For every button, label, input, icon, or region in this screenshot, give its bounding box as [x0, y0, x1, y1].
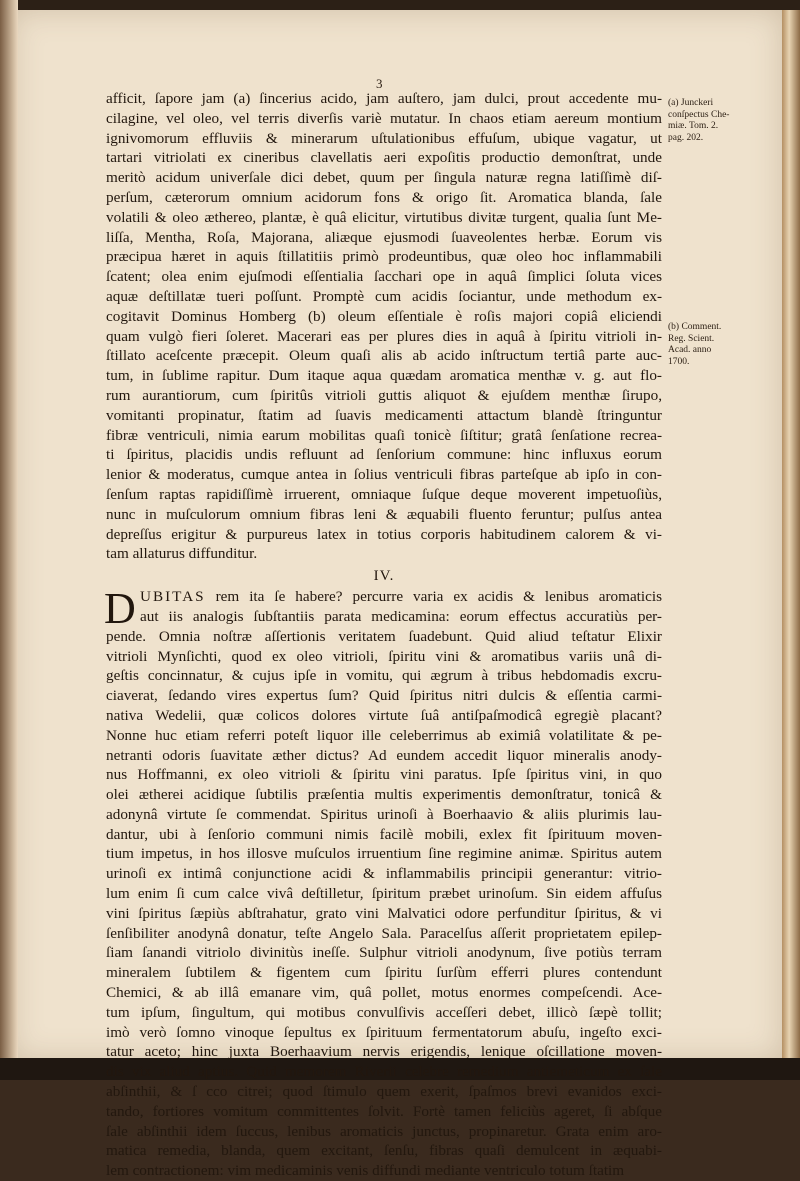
- text-line: tium impetus, in hos illosve muſculos irruentium ſine regimine animæ. Spiritus autem: [106, 844, 662, 864]
- text-line: vomitanti propinatur, ſtatim ad ſuavis medicamenti attactum blandè ſtringuntur: [106, 406, 662, 426]
- text-line: abſinthii, & ſ cco citrei; quod ſtimulo quem exerit, ſpaſmos brevi evanidos exci-: [106, 1082, 662, 1102]
- page-number: 3: [376, 76, 383, 92]
- text-line: ſcatent; olea enim ejuſmodi eſſentialia ſacchari ope in aquâ ſimplici ſoluta vices: [106, 267, 662, 287]
- text-line: aquæ deſtillatæ tueri poſſunt. Promptè cum acidis ſociantur, unde methodum ex-: [106, 287, 662, 307]
- text-line: aut iis analogis ſubſtantiis parata medicamina: eorum effectus accuratiùs per-: [106, 607, 662, 627]
- text-line: netranti odoris ſuavitate æther dictus? Ad eundem accedit liquor mineralis anody-: [106, 746, 662, 766]
- margin-note-a: [668, 98, 738, 144]
- margin-note-b: [668, 322, 738, 368]
- paragraph-2: [106, 627, 662, 1181]
- text-line: lenior & moderatus, cumque antea in ſolius ventriculi fibras parteſque ab ipſo in con-: [106, 465, 662, 485]
- text-line: geſtis concinnatur, & cujus ipſe in vomitu, qui ægrum à tribus hebdomadis excru-: [106, 666, 662, 686]
- text-line: meritò acidum univerſale dici debet, quum per ſingula naturæ regna latiſſimè diſ-: [106, 168, 662, 188]
- margin-note-line: (a) Junckeri: [668, 98, 738, 110]
- text-line: Nonne huc etiam referri poteſt liquor ille celeberrimus ab eximiâ volatilitate & pe-: [106, 726, 662, 746]
- text-line: afficit, ſapore jam (a) ſincerius acido, jam auſtero, jam dulci, prout accedente mu-: [106, 89, 662, 109]
- text-line: vini ſpiritus ſæpiùs abſtrahatur, grato vini Malvatici odore perfunditur ſpiritus, & vi: [106, 904, 662, 924]
- text-line: ciaverat, ſedando vires expertus ſum? Quid ſpiritus nitri dulcis & eſſentia carmi-: [106, 686, 662, 706]
- paragraph-2-opening: [106, 587, 662, 627]
- text-line: ſenſum raptas rapidiſſimè irruerent, omniaque ſuſque deque moverent impetuoſiùs,: [106, 485, 662, 505]
- text-line: nativa Wedelii, quæ colicos dolores virtute ſuâ antiſpaſmodicâ egregiè placant?: [106, 706, 662, 726]
- text-line: ti ſpiritus, placidis undis refluunt ad ſenſorium commune: hinc influxus eorum: [106, 445, 662, 465]
- text-line: tatur aceto; hinc juxta Boerhaavium nervis erigendis, lenique oſcillatione moven-: [106, 1042, 662, 1062]
- text-line: Chemici, & ab illâ emanare vim, quâ pollet, motus enormes compeſcendi. Ace-: [106, 983, 662, 1003]
- text-line: cilagine, vel oleo, vel terris diverſis variè mutatur. In chaos etiam aereum montium: [106, 109, 662, 129]
- text-line: tando, fortiores vomitum committentes ſolvit. Fortè tamen feliciùs ageret, ſi abſque: [106, 1102, 662, 1122]
- text-line: urinoſi ex intimâ conjunctione acidi & inflammabilis principii generantur: vitrio-: [106, 864, 662, 884]
- text-line: lum enim ſi cum calce vivâ deſtilletur, ſpiritum præbet urinoſum. Sin eidem affuſus: [106, 884, 662, 904]
- text-line: perſum, cæterorum omnium acidorum fons & origo ſit. Aromatica blanda, ſale: [106, 188, 662, 208]
- margin-note-line: miæ. Tom. 2.: [668, 121, 738, 133]
- text-line: ſiam ſanandi vitriolo divinitùs ineſſe. Sulphur vitrioli anodynum, ſive potiùs terram: [106, 943, 662, 963]
- page-edge: [782, 10, 800, 1070]
- text-line: ſenſibiliter anodynâ donatur, teſte Angelo Sala. Paracelſus aſſerit proprietatem epilep-: [106, 924, 662, 944]
- text-line-content: rem ita ſe habere? percurre varia ex acidis & lenibus aromaticis: [216, 588, 662, 605]
- text-line: tam allaturus diffunditur.: [106, 544, 662, 564]
- text-line: fibræ ventriculi, nimia earum mobilitas quaſi tonicè ſiſtitur; gratâ ſenſatione recrea-: [106, 426, 662, 446]
- text-line: quam vulgò fieri ſoleret. Macerari eas per plures dies in aquâ à ſpiritu vitrioli in-: [106, 327, 662, 347]
- text-line: dantur, ubi à ſenſorio communi nimis facilè mobili, exlex fit ſpirituum moven-: [106, 825, 662, 845]
- section-heading: IV.: [106, 565, 662, 587]
- main-text: [106, 89, 662, 1181]
- text-line: tartari vitriolati ex cineribus clavellatis aeri expoſitis productio demonſtrat, unde: [106, 148, 662, 168]
- text-line: nus Hoffmanni, ex oleo vitrioli & ſpiritu vini paratus. Ipſe ſpiritus vini, in quo: [106, 765, 662, 785]
- text-line: matica remedia, blanda, quem excitant, ſenſu, fibras quaſi demulcent in æquabi-: [106, 1141, 662, 1161]
- text-line: adonynâ virtute ſe commendat. Spiritus urinoſi à Boerhaavio & aliis plurimis lau-: [106, 805, 662, 825]
- text-line: depreſſus erigitur & purpureus latex in totius corporis habitudinem calorem & vi-: [106, 525, 662, 545]
- first-word: UBITAS: [140, 588, 206, 605]
- text-line: præcipua hæret in aquis ſtillatitiis primò prodeuntibus, quæ oleo hoc inflammabili: [106, 247, 662, 267]
- text-line: mineralem ſubtilem & figentem cum ſpiritu ſurſùm efferri plures contendunt: [106, 963, 662, 983]
- margin-note-line: Acad. anno: [668, 345, 738, 357]
- text-line: lem contractionem: vim medicaminis venis diffundi mediante ventriculo totum ſtatim: [106, 1161, 662, 1181]
- paragraph-1: [106, 89, 662, 564]
- text-line: pende. Omnia noſtræ aſſertionis veritatem ſuadebunt. Quid aliud teſtatur Elixir: [106, 627, 662, 647]
- text-line: ſale abſinthii idem ſuccus, lenibus aromaticis junctus, propinaretur. Grata enim aro-: [106, 1122, 662, 1142]
- margin-note-line: pag. 202.: [668, 133, 738, 145]
- text-line: olei ætherei acidique ſubtilis præſentia multis experimentis demonſtratur, tonicâ &: [106, 785, 662, 805]
- margin-note-line: 1700.: [668, 357, 738, 369]
- text-line: dis vix aliud aptius. Quid memorem Riverii celebre remedium antiemeticum ex ſale: [106, 1062, 662, 1082]
- margin-note-line: Reg. Scient.: [668, 334, 738, 346]
- text-line: nunc in muſculorum omnium fibras leni & æquabili fluento feruntur; pulſus antea: [106, 505, 662, 525]
- margin-note-line: conſpectus Che-: [668, 110, 738, 122]
- drop-cap: D: [104, 591, 136, 627]
- text-line: ſtillato aceſcente præcepit. Oleum quaſi alis ab acido inſtructum tertiâ parte auc-: [106, 346, 662, 366]
- text-line: tum, in ſublime rapitur. Dum itaque aqua quædam aromatica menthæ v. g. aut flo-: [106, 366, 662, 386]
- text-line: ignivomorum effluviis & minerarum uſtulationibus effuſum, ubique vagatur, ut: [106, 129, 662, 149]
- text-line: liſſa, Mentha, Roſa, Majorana, aliæque ejusmodi ſuaveolentes herbæ. Eorum vis: [106, 228, 662, 248]
- text-line: tum ipſum, ſingultum, qui motibus convulſivis acceſſeri debet, illicò ſæpè tollit;: [106, 1003, 662, 1023]
- text-line: cogitavit Dominus Homberg (b) oleum eſſentiale è roſis majori copiâ eliciendi: [106, 307, 662, 327]
- text-line: rum aurantiorum, cum ſpiritûs vitrioli guttis aliquot & ejuſdem menthæ ſirupo,: [106, 386, 662, 406]
- text-line: [106, 587, 662, 607]
- text-line: vitrioli Mynſichti, quod ex oleo vitrioli, ſpiritu vini & aromatibus variis unâ di-: [106, 647, 662, 667]
- text-line: imò verò ſomno vinoque ſepultus ex ſpirituum fermentatorum abuſu, ingeſto exci-: [106, 1023, 662, 1043]
- book-spine: [0, 0, 18, 1080]
- text-line: volatili & oleo æthereo, plantæ, è quâ elicitur, virtutibus divitæ turgent, qualia ſunt Me-: [106, 208, 662, 228]
- margin-note-line: (b) Comment.: [668, 322, 738, 334]
